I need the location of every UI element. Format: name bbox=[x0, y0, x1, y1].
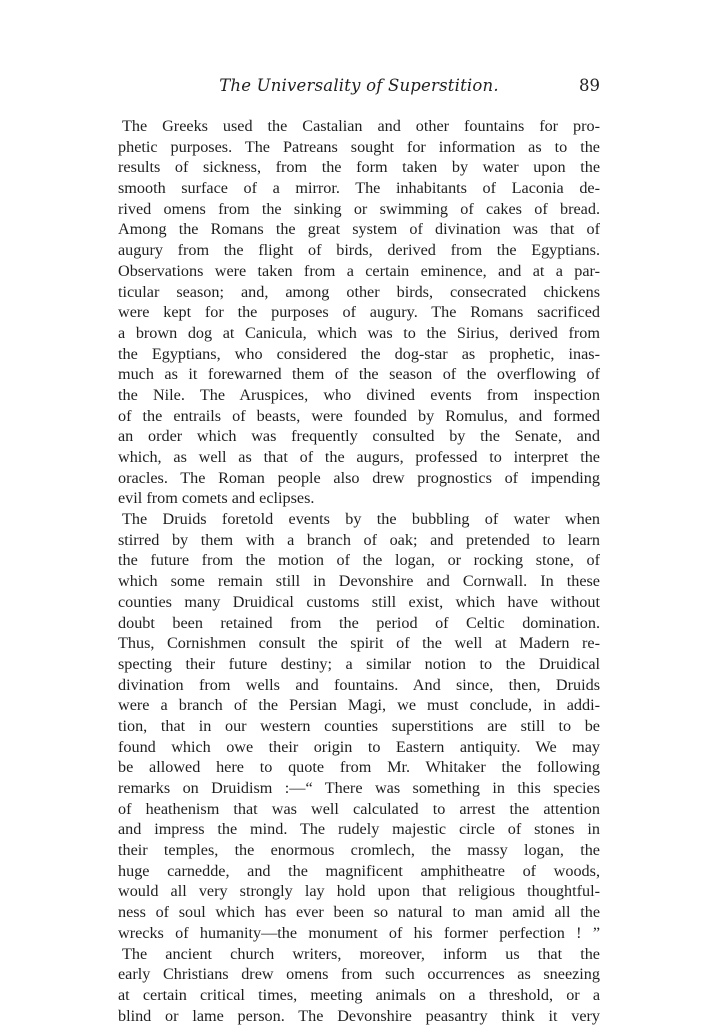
text-line: found which owe their origin to Eastern antiquity. We may bbox=[118, 737, 600, 756]
text-line: rived omens from the sinking or swimming of cakes of bread. bbox=[118, 199, 600, 218]
running-head bbox=[118, 76, 600, 100]
text-line: The Druids foretold events by the bubbling of water when bbox=[122, 510, 600, 529]
text-line: oracles. The Roman people also drew prognostics of impending bbox=[118, 468, 600, 487]
text-line: augury from the flight of birds, derived from the Egyptians. bbox=[118, 241, 600, 260]
text-line: which, as well as that of the augurs, professed to interpret the bbox=[118, 448, 600, 466]
body-text bbox=[118, 116, 600, 1026]
text-line: remarks on Druidism :—“ There was something in this species bbox=[118, 779, 600, 797]
text-line: the Egyptians, who considered the dog-star as prophetic, inas- bbox=[118, 344, 600, 363]
text-line: The Greeks used the Castalian and other fountains for pro- bbox=[122, 117, 600, 135]
text-line: doubt been retained from the period of Celtic domination. bbox=[118, 613, 600, 632]
text-line: be allowed here to quote from Mr. Whitaker the following bbox=[118, 758, 600, 777]
text-line: much as it forewarned them of the season of the overflowing of bbox=[118, 365, 600, 384]
text-line: were a branch of the Persian Magi, we must conclude, in addi- bbox=[118, 696, 600, 715]
text-line: a brown dog at Canicula, which was to the Sirius, derived from bbox=[118, 323, 600, 342]
text-line: stirred by them with a branch of oak; and pretended to learn bbox=[118, 530, 600, 549]
text-line: Among the Romans the great system of divination was that of bbox=[118, 220, 600, 239]
text-line: of the entrails of beasts, were founded by Romulus, and formed bbox=[118, 406, 600, 425]
text-line: tion, that in our western counties superstitions are still to be bbox=[118, 716, 600, 735]
text-line: counties many Druidical customs still exist, which have without bbox=[118, 592, 600, 611]
running-title: The Universality of Superstition. bbox=[219, 76, 499, 95]
text-line: phetic purposes. The Patreans sought for information as to the bbox=[118, 137, 600, 156]
text-line: which some remain still in Devonshire and Cornwall. In these bbox=[118, 572, 600, 591]
text-line: at certain critical times, meeting animals on a threshold, or a bbox=[118, 985, 600, 1004]
text-line: Observations were taken from a certain eminence, and at a par- bbox=[118, 261, 600, 280]
text-line: their temples, the enormous cromlech, the massy logan, the bbox=[118, 841, 600, 860]
page-number: 89 bbox=[579, 76, 600, 95]
text-line: ness of soul which has ever been so natural to man amid all the bbox=[118, 903, 600, 922]
text-line: divination from wells and fountains. And since, then, Druids bbox=[118, 675, 600, 694]
text-line: specting their future destiny; a similar notion to the Druidical bbox=[118, 654, 600, 673]
text-line: wrecks of humanity—the monument of his former perfection ! ” bbox=[118, 923, 600, 942]
text-line: blind or lame person. The Devonshire peasantry think it very bbox=[118, 1006, 600, 1025]
text-line: and impress the mind. The rudely majestic circle of stones in bbox=[118, 820, 600, 839]
text-line: smooth surface of a mirror. The inhabitants of Laconia de- bbox=[118, 179, 600, 198]
text-line: were kept for the purposes of augury. The Romans sacrificed bbox=[118, 303, 600, 322]
text-line: of heathenism that was well calculated to arrest the attention bbox=[118, 799, 600, 818]
text-line: ticular season; and, among other birds, consecrated chickens bbox=[118, 282, 600, 301]
text-line: results of sickness, from the form taken by water upon the bbox=[118, 158, 600, 177]
text-line: early Christians drew omens from such occurrences as sneezing bbox=[118, 965, 600, 984]
text-line: evil from comets and eclipses. bbox=[118, 489, 315, 508]
text-line: the Nile. The Aruspices, who divined events from inspection bbox=[118, 385, 600, 404]
text-line: huge carnedde, and the magnificent amphitheatre of woods, bbox=[118, 861, 600, 880]
text-line: The ancient church writers, moreover, inform us that the bbox=[122, 944, 600, 963]
text-line: would all very strongly lay hold upon that religious thoughtful- bbox=[118, 882, 600, 901]
text-line: an order which was frequently consulted by the Senate, and bbox=[118, 427, 600, 446]
text-line: Thus, Cornishmen consult the spirit of the well at Madern re- bbox=[118, 634, 600, 653]
text-line: the future from the motion of the logan, or rocking stone, of bbox=[118, 551, 600, 570]
